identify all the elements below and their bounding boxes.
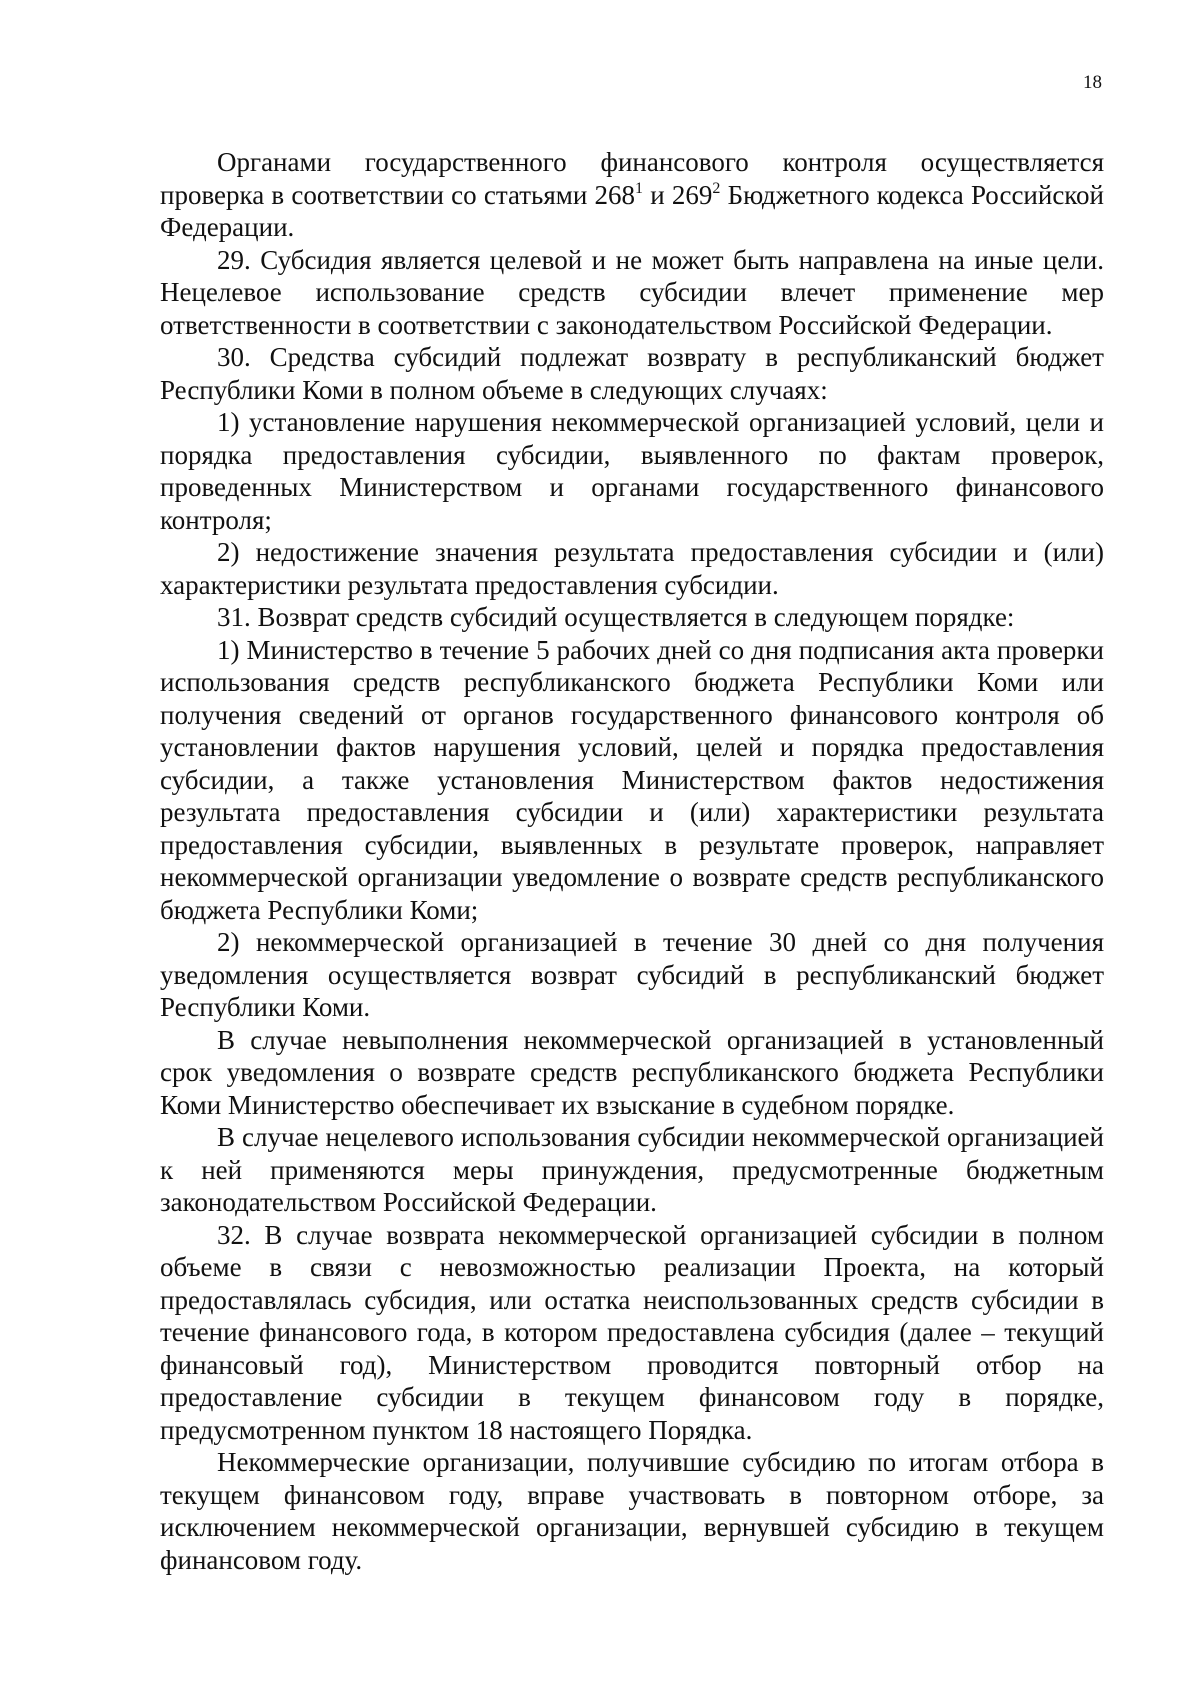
paragraph-item-30: 30. Средства субсидий подлежат возврату в республиканский бюджет Республики Коми в полном объеме в следующих случаях: bbox=[160, 342, 1104, 405]
paragraph-item-32: 32. В случае возврата некоммерческой организацией субсидии в полном объеме в связи с невозможностью реализации Проекта, на который предоставлялась субсидия, или остатка неиспользованных средств субсидии в течение финансового года, в котором предоставлена субсидия (далее – текущий финансовый год), Министерством проводится повторный отбор на предоставление субсидии в текущем финансовом году в порядке, предусмотренном пунктом 18 настоящего Порядка. bbox=[160, 1219, 1104, 1445]
paragraph-repeat-selection: Некоммерческие организации, получившие субсидию по итогам отбора в текущем финансовом году, вправе участвовать в повторном отборе, за исключением некоммерческой организации, вернувшей субсидию в текущем финансовом году. bbox=[160, 1447, 1104, 1575]
superscript: 2 bbox=[712, 179, 721, 197]
page-number: 18 bbox=[1083, 72, 1102, 93]
paragraph-item-31-2: 2) некоммерческой организацией в течение 30 дней со дня получения уведомления осуществляется возврат субсидий в республиканский бюджет Республики Коми. bbox=[160, 927, 1104, 1022]
paragraph-court-recovery: В случае невыполнения некоммерческой организацией в установленный срок уведомления о возврате средств республиканского бюджета Республики Коми Министерство обеспечивает их взыскание в судебном порядке. bbox=[160, 1024, 1104, 1120]
paragraph-text: Бюджетного кодекса Российской Федерации. bbox=[160, 179, 1105, 242]
paragraph-item-30-1: 1) установление нарушения некоммерческой организацией условий, цели и порядка предоставления субсидии, выявленного по фактам проверок, проведенных Министерством и органами государственного финансового контроля; bbox=[160, 407, 1104, 535]
paragraph-item-30-2: 2) недостижение значения результата предоставления субсидии и (или) характеристики результата предоставления субсидии. bbox=[160, 537, 1104, 600]
paragraph-item-31: 31. Возврат средств субсидий осуществляется в следующем порядке: bbox=[217, 602, 1015, 632]
paragraph-audit-control bbox=[160, 146, 1104, 244]
paragraph-misuse-measures: В случае нецелевого использования субсидии некоммерческой организацией к ней применяются меры принуждения, предусмотренные бюджетным законодательством Российской Федерации. bbox=[160, 1122, 1104, 1217]
paragraph-text: и 269 bbox=[643, 179, 713, 210]
paragraph-item-31-1: 1) Министерство в течение 5 рабочих дней со дня подписания акта проверки использования средств республиканского бюджета Республики Коми или получения сведений от органов государственного финансового контроля об установлении фактов нарушения условий, целей и порядка предоставления субсидии, а также установления Министерством фактов недостижения результата предоставления субсидии и (или) характеристики результата предоставления субсидии, выявленных в результате проверок, направляет некоммерческой организации уведомление о возврате средств республиканского бюджета Республики Коми; bbox=[160, 634, 1104, 925]
paragraph-item-29: 29. Субсидия является целевой и не может быть направлена на иные цели. Нецелевое использование средств субсидии влечет применение мер ответственности в соответствии с законодательством Российской Федерации. bbox=[160, 244, 1104, 340]
paragraph-text: Органами государственного финансового контроля осуществляется проверка в соответствии со статьями 268 bbox=[160, 147, 1104, 210]
superscript: 1 bbox=[635, 179, 644, 197]
document-body bbox=[160, 146, 1104, 1576]
